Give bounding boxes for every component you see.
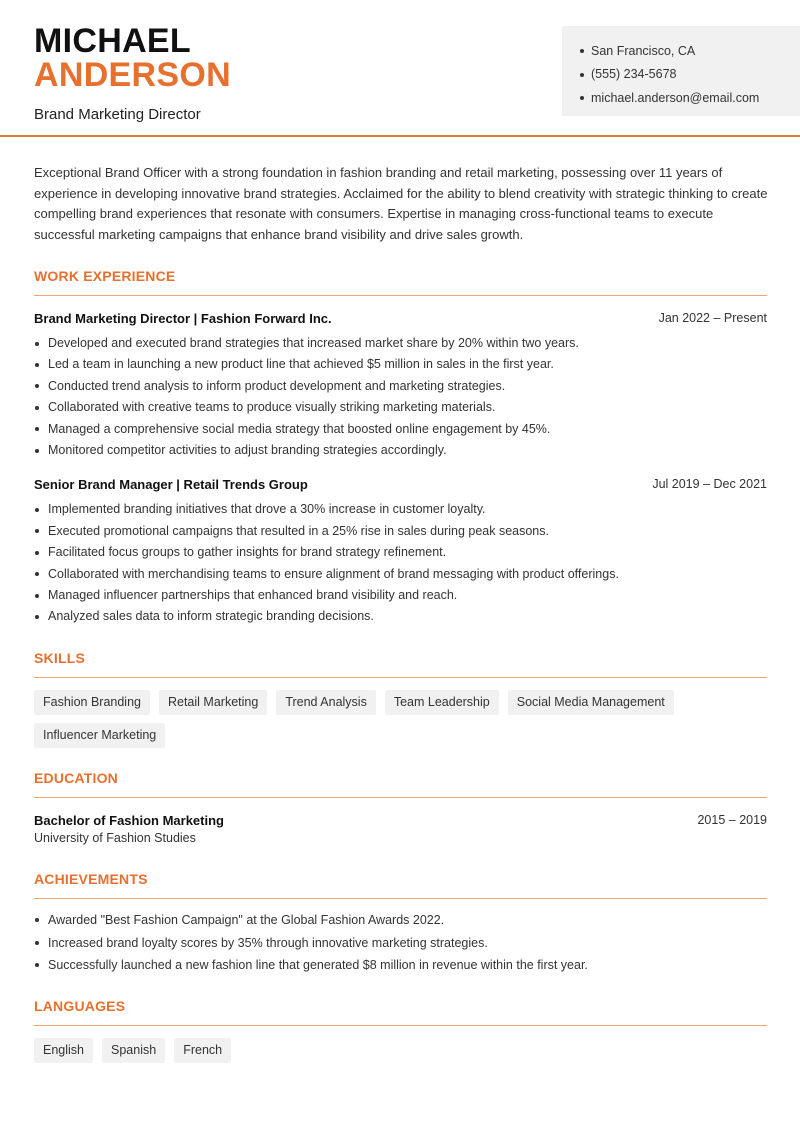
education-school: University of Fashion Studies [34, 831, 196, 845]
job-role: Brand Marketing Director | Fashion Forward Inc. [34, 310, 332, 326]
bullet-icon [35, 551, 39, 555]
list-item [34, 542, 767, 563]
list-item-text: Collaborated with creative teams to produce visually striking marketing materials. [48, 400, 496, 415]
job-role: Senior Brand Manager | Retail Trends Group [34, 476, 308, 492]
languages-section [34, 996, 767, 1063]
job-bullets [34, 499, 767, 627]
bullet-icon [35, 918, 39, 922]
achievements-list [34, 909, 767, 977]
name-block [34, 24, 231, 123]
list-item-text: Executed promotional campaigns that resulted in a 25% rise in sales during peak seasons. [48, 523, 549, 538]
job-dates: Jan 2022 – Present [658, 311, 767, 325]
bullet-icon [35, 941, 39, 945]
skill-tag: Team Leadership [385, 690, 499, 715]
list-item [34, 440, 767, 461]
bullet-icon [580, 73, 584, 77]
list-item [34, 521, 767, 542]
resume-header [0, 0, 800, 137]
skill-tag: Fashion Branding [34, 690, 150, 715]
contact-box [562, 26, 800, 116]
contact-location-text: San Francisco, CA [591, 43, 696, 58]
list-item-text: Successfully launched a new fashion line that generated $8 million in revenue within the first year. [48, 958, 588, 973]
languages-list [34, 1038, 767, 1063]
bullet-icon [35, 508, 39, 512]
language-tag: French [174, 1038, 231, 1063]
list-item [34, 354, 767, 375]
bullet-icon [580, 49, 584, 53]
job-entry [34, 474, 767, 627]
list-item [34, 564, 767, 585]
section-title-languages: LANGUAGES [34, 998, 126, 1014]
section-title-skills: SKILLS [34, 650, 85, 666]
list-item-text: Led a team in launching a new product line that achieved $5 million in sales in the first year. [48, 357, 554, 372]
job-title: Brand Marketing Director [34, 106, 201, 123]
contact-email [580, 86, 800, 110]
list-item-text: Facilitated focus groups to gather insights for brand strategy refinement. [48, 545, 447, 560]
list-item-text: Implemented branding initiatives that drove a 30% increase in customer loyalty. [48, 502, 486, 517]
list-item [34, 419, 767, 440]
section-title-education: EDUCATION [34, 770, 118, 786]
section-divider [34, 797, 767, 798]
contact-phone-text: (555) 234-5678 [591, 67, 677, 82]
skills-list [34, 690, 767, 748]
contact-location [580, 39, 800, 63]
bullet-icon [35, 449, 39, 453]
job-bullets [34, 333, 767, 461]
list-item-text: Managed a comprehensive social media strategy that boosted online engagement by 45%. [48, 421, 551, 436]
contact-email-text: michael.anderson@email.com [591, 90, 760, 105]
achievements-section [34, 869, 767, 977]
bullet-icon [35, 363, 39, 367]
education-degree: Bachelor of Fashion Marketing [34, 812, 224, 828]
skills-section [34, 648, 767, 748]
education-entry [34, 810, 767, 845]
job-dates: Jul 2019 – Dec 2021 [652, 477, 767, 492]
contact-phone [580, 63, 800, 87]
list-item [34, 932, 767, 955]
list-item [34, 585, 767, 606]
list-item [34, 333, 767, 354]
bullet-icon [35, 594, 39, 598]
list-item [34, 397, 767, 418]
language-tag: English [34, 1038, 93, 1063]
list-item [34, 376, 767, 397]
bullet-icon [35, 963, 39, 967]
skill-tag: Influencer Marketing [34, 723, 165, 748]
bullet-icon [35, 572, 39, 576]
bullet-icon [35, 427, 39, 431]
education-years: 2015 – 2019 [697, 813, 767, 827]
bullet-icon [35, 342, 39, 346]
bullet-icon [35, 406, 39, 410]
last-name: ANDERSON [34, 56, 231, 94]
list-item-text: Collaborated with merchandising teams to ensure alignment of brand messaging with product offerings. [48, 566, 619, 581]
list-item [34, 606, 767, 627]
job-entry [34, 308, 767, 461]
skill-tag: Social Media Management [508, 690, 674, 715]
section-divider [34, 677, 767, 678]
list-item [34, 499, 767, 520]
section-divider [34, 1025, 767, 1026]
language-tag: Spanish [102, 1038, 165, 1063]
skill-tag: Retail Marketing [159, 690, 267, 715]
section-divider [34, 898, 767, 899]
list-item-text: Analyzed sales data to inform strategic branding decisions. [48, 609, 374, 624]
bullet-icon [35, 529, 39, 533]
list-item-text: Awarded "Best Fashion Campaign" at the Global Fashion Awards 2022. [48, 913, 445, 927]
bullet-icon [580, 96, 584, 100]
section-title-achievements: ACHIEVEMENTS [34, 871, 148, 887]
list-item-text: Developed and executed brand strategies that increased market share by 20% within two years. [48, 336, 579, 350]
section-title-work: WORK EXPERIENCE [34, 268, 176, 284]
education-section [34, 768, 767, 845]
bullet-icon [35, 384, 39, 388]
professional-summary: Exceptional Brand Officer with a strong foundation in fashion branding and retail marketing, possessing over 11 years of experience in developing innovative brand strategies. Acclaimed for the ability to blend creativity with strategic thinking to create compelling brand experiences that resonate with consumers. Expertise in managing cross-functional teams to execute successful marketing campaigns that enhance brand visibility and drive sales growth. [34, 165, 768, 243]
work-experience-section [34, 266, 767, 628]
list-item-text: Monitored competitor activities to adjust branding strategies accordingly. [48, 442, 447, 457]
list-item-text: Increased brand loyalty scores by 35% through innovative marketing strategies. [48, 935, 488, 950]
first-name: MICHAEL [34, 22, 191, 60]
skill-tag: Trend Analysis [276, 690, 376, 715]
list-item [34, 954, 767, 977]
section-divider [34, 295, 767, 296]
bullet-icon [35, 615, 39, 619]
list-item-text: Managed influencer partnerships that enhanced brand visibility and reach. [48, 587, 458, 602]
list-item [34, 909, 767, 932]
list-item-text: Conducted trend analysis to inform product development and marketing strategies. [48, 378, 506, 393]
